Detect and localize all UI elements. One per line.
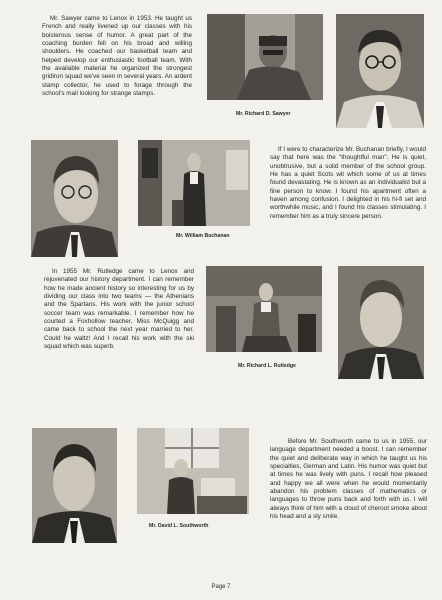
rutledge-candid-photo: [206, 266, 322, 352]
page-number: Page 7: [211, 584, 231, 590]
southworth-caption: Mr. David L. Southworth: [149, 523, 209, 529]
rutledge-portrait: [338, 266, 424, 379]
sawyer-text: Mr. Sawyer came to Lenox in 1953. He taught us French and really livened up our classes with his boisterous sense of humor. A great part of the coaching burden fell on his broad and willing shoulders. He coached our basketball team and helped develop our enthusiastic football team. With the available material he organized the strongest gridiron squad we've seen in several years. An ardent stamp collector, he used to forage through the school's mail looking for strange stamps.: [42, 15, 192, 98]
sawyer-portrait: [336, 14, 424, 128]
buchanan-text: If I were to characterize Mr. Buchanan briefly, I would say that here was the "thoughtful man". He is quiet, unobtrusive, but a solid member of the school group. He has a quiet Scots wit which some of us at times found devastating. He is known as an individualist but a fine person to know. I found his apartment often a haven among confusion. I delighted in his hi-fi set and worthwhile music, and I found his classes stimulating. I remember him as a truly sincere person.: [270, 146, 426, 220]
buchanan-candid-photo: [138, 140, 250, 226]
rutledge-text: In 1955 Mr. Rutledge came to Lenox and rejuvenated our history department. I can remember how he made ancient history so interesting for us by dividing our class into two teams — the Athenians and the Spartans. His work with the junior school soccer team was remarkable. I remember how he courted a Foxhollow teacher, Miss McQuigg and came back to school the next year married to her. Could he waltz! And I recall his work with the ski squad which was superb.: [44, 268, 194, 351]
southworth-candid-photo: [137, 428, 249, 514]
sawyer-caption: Mr. Richard D. Sawyer: [236, 111, 291, 117]
rutledge-caption: Mr. Richard L. Rutledge: [238, 363, 296, 369]
buchanan-portrait: [31, 140, 118, 257]
southworth-portrait: [32, 428, 117, 543]
buchanan-caption: Mr. William Buchanan: [176, 233, 230, 239]
southworth-text: Before Mr. Southworth came to us in 1955, our language department needed a boost. I can remember the quiet and deliberate way in which he taught us his specialties, German and Latin. His humor was quiet but at times he was lively with puns. I recall how pleased and happy we all were when he would momentarily abandon his problem classes of mathematics or languages to throw puns back and forth with us. I will always think of him with a cloud of cheroot smoke about his head and a sly smile.: [270, 438, 427, 521]
sawyer-candid-photo: [207, 14, 323, 100]
